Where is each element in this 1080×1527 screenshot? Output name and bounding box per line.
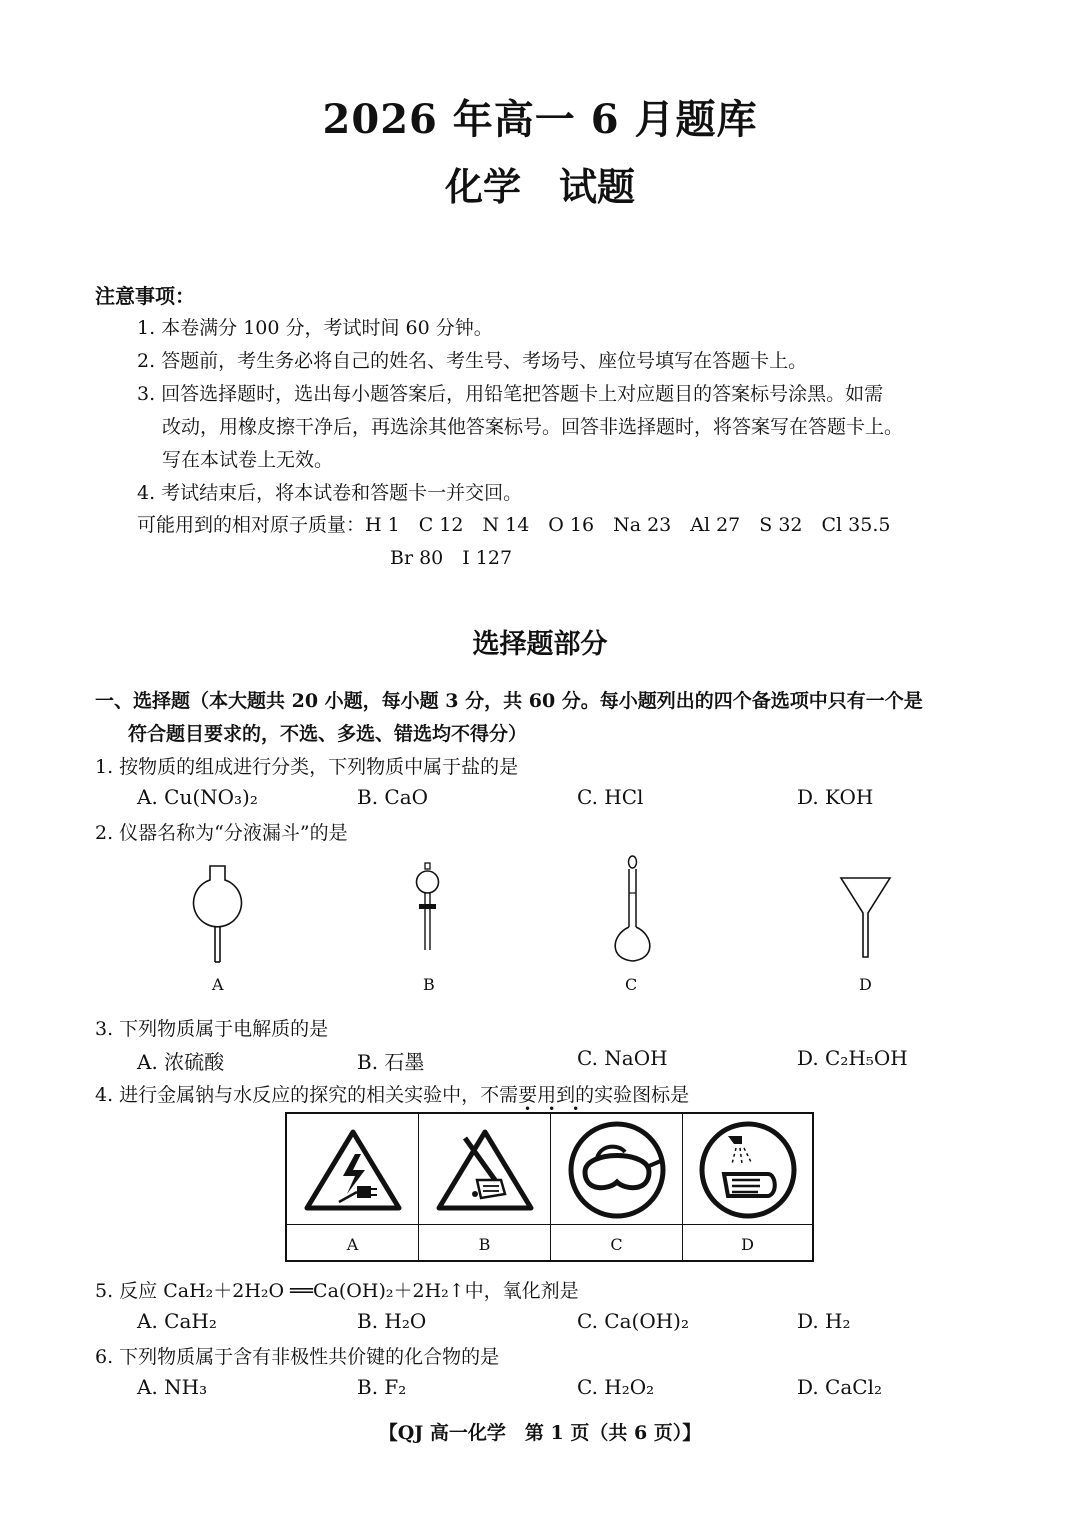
option-b: B. F₂ <box>357 1375 407 1399</box>
part-intro: 一、选择题（本大题共 20 小题，每小题 3 分，共 60 分。每小题列出的四个备选项中只有一个是 <box>95 690 923 712</box>
icon-cell-c <box>551 1114 683 1260</box>
question-stem: 2. 仪器名称为“分液漏斗”的是 <box>95 822 348 844</box>
option-d: D. C₂H₅OH <box>797 1046 908 1070</box>
question-stem: 1. 按物质的组成进行分类，下列物质中属于盐的是 <box>95 756 519 778</box>
option-b: B. 石墨 <box>357 1050 425 1074</box>
question-stem: 6. 下列物质属于含有非极性共价键的化合物的是 <box>95 1346 500 1368</box>
notice-item: 4. 考试结束后，将本试卷和答题卡一并交回。 <box>137 482 523 504</box>
atomic-mass-line: 可能用到的相对原子质量：H 1 C 12 N 14 O 16 Na 23 Al 27 S 32 Cl 35.5 <box>137 514 891 536</box>
emphasis-dots: ••• <box>524 1102 597 1116</box>
notice-item: 改动，用橡皮擦干净后，再选涂其他答案标号。回答非选择题时，将答案写在答题卡上。 <box>162 416 904 438</box>
electricity-warning-icon <box>303 1128 403 1212</box>
notice-item: 2. 答题前，考生务必将自己的姓名、考生号、考场号、座位号填写在答题卡上。 <box>137 350 808 372</box>
lab-icon-table <box>285 1112 814 1262</box>
volumetric-flask-figure <box>605 855 660 965</box>
figure-label-b: B <box>423 975 435 994</box>
section-title: 选择题部分 <box>472 629 608 660</box>
option-b: B. CaO <box>357 785 429 809</box>
option-a: A. CaH₂ <box>137 1309 217 1333</box>
icon-label-a: A <box>346 1235 359 1254</box>
option-a: A. NH₃ <box>137 1375 208 1399</box>
funnel-figure <box>838 875 893 960</box>
notice-heading: 注意事项： <box>95 284 195 308</box>
option-d: D. KOH <box>797 785 874 809</box>
figure-label-a: A <box>212 975 224 994</box>
separatory-funnel-figure <box>405 862 450 954</box>
option-a: A. 浓硫酸 <box>137 1050 225 1074</box>
option-d: D. H₂ <box>797 1309 851 1333</box>
hand-washing-icon <box>698 1120 798 1220</box>
figure-label-d: D <box>859 975 872 994</box>
icon-cell-d <box>683 1114 812 1260</box>
spherical-funnel-figure <box>185 860 250 970</box>
question-stem: 4. 进行金属钠与水反应的探究的相关实验中，不需要用到的实验图标是 <box>95 1084 690 1106</box>
notice-item: 1. 本卷满分 100 分，考试时间 60 分钟。 <box>137 317 493 339</box>
option-b: B. H₂O <box>357 1309 427 1333</box>
option-d: D. CaCl₂ <box>797 1375 882 1399</box>
figure-label-c: C <box>625 975 638 994</box>
sharp-object-icon <box>435 1128 535 1212</box>
notice-item: 3. 回答选择题时，选出每小题答案后，用铅笔把答题卡上对应题目的答案标号涂黑。如需 <box>137 383 884 405</box>
option-a: A. Cu(NO₃)₂ <box>137 785 258 809</box>
icon-cell-a <box>287 1114 419 1260</box>
icon-cell-b <box>419 1114 551 1260</box>
exam-title: 2026 年高一 6 月题库 <box>322 96 758 143</box>
question-stem: 3. 下列物质属于电解质的是 <box>95 1018 329 1040</box>
icon-label-d: D <box>741 1235 754 1254</box>
exam-subtitle: 化学 试题 <box>444 164 635 209</box>
part-intro: 符合题目要求的，不选、多选、错选均不得分） <box>128 723 528 745</box>
option-c: C. NaOH <box>577 1046 668 1070</box>
page-footer: 【QJ 高一化学 第 1 页（共 6 页）】 <box>378 1422 702 1444</box>
goggles-icon <box>567 1120 667 1220</box>
icon-label-c: C <box>610 1235 623 1254</box>
option-c: C. H₂O₂ <box>577 1375 655 1399</box>
atomic-mass-line: Br 80 I 127 <box>390 547 513 569</box>
option-c: C. HCl <box>577 785 644 809</box>
icon-label-b: B <box>478 1235 491 1254</box>
option-c: C. Ca(OH)₂ <box>577 1309 689 1333</box>
question-stem: 5. 反应 CaH₂＋2H₂O ══Ca(OH)₂＋2H₂↑中，氧化剂是 <box>95 1280 579 1302</box>
notice-item: 写在本试卷上无效。 <box>162 449 334 471</box>
